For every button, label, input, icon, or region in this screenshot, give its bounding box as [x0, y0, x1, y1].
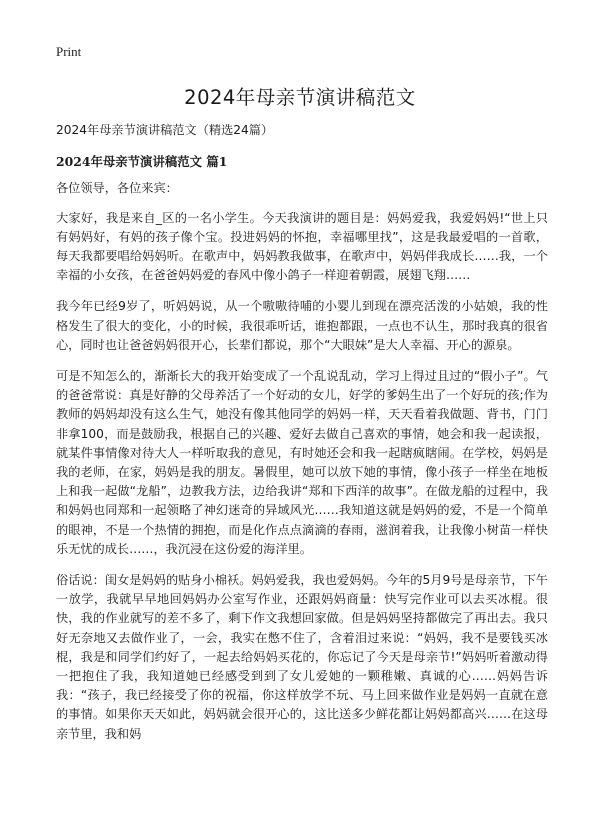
document-subtitle: 2024年母亲节演讲稿范文（精选24篇）: [56, 123, 274, 137]
print-link[interactable]: Print: [56, 44, 82, 59]
greeting: 各位领导，各位来宾：: [56, 181, 178, 196]
paragraph-2: 我今年已经9岁了，听妈妈说，从一个嗷嗷待哺的小婴儿到现在漂亮活泼的小姑娘，我的性格发生了很大的变化，小的时候，我很乖听话，谁抱都跟，一点也不认生，那时我真的很省心，同时也让爸爸妈妈很开心，长辈们都说，那个“大眼妹”是大人幸福、开心的源泉。: [56, 299, 548, 352]
paragraph-4: 俗话说：闺女是妈妈的贴身小棉袄。妈妈爱我，我也爱妈妈。今年的5月9号是母亲节，下午一放学，我就早早地回妈妈办公室写作业，还跟妈妈商量：快写完作业可以去买冰棍。很快，我的作业就写的差不多了，剩下作文我想回家做。但是妈妈坚持都做完了再出去。我只好无奈地又去做作业了，一会，我实在憋不住了，含着泪过来说：“妈妈，我不是要钱买冰棍，我是和同学们约好了，一起去给妈妈买花的，你忘记了今天是母亲节!”妈妈听着激动得一把抱住了我，我知道她已经感受到到了女儿爱她的一颗稚嫩、真诚的心……妈妈告诉我：“孩子，我已经接受了你的祝福，你这样放学不玩、马上回来做作业是妈妈一直就在意的事情。如果你天天如此，妈妈就会很开心的，这比送多少鲜花都让妈妈都高兴……在这母亲节里，我和妈: [56, 573, 548, 741]
paragraph-3: 可是不知怎么的，渐渐长大的我开始变成了一个乱说乱动，学习上得过且过的“假小子”。气的爸爸常说：真是好静的父母养活了一个好动的女儿，好学的爹妈生出了一个好玩的孩;作为教师的妈妈却没有这么生气，她没有像其他同学的妈妈一样，天天看着我做题、背书，门门非拿100，而是鼓励我，根据自己的兴趣、爱好去做自己喜欢的事情，她会和我一起读报，就某件事情像对待大人一样听取我的意见，有时她还会和我一起瞎疯瞎闹。在学校，妈妈是我的老师，在家，妈妈是我的朋友。暑假里，她可以放下她的事情，像小孩子一样坐在地板上和我一起做“龙船”，边教我方法，边给我讲“郑和下西洋的故事”。在做龙船的过程中，我和妈妈也同郑和一起领略了神幻迷奇的异域风光……我知道这就是妈妈的爱，不是一个简单的眼神，不是一个热情的拥抱，而是化作点点滴滴的春雨，滋润着我，让我像小树苗一样快乐无忧的成长……，我沉浸在这份爱的海洋里。: [56, 369, 548, 556]
page-title: 2024年母亲节演讲稿范文: [184, 86, 416, 109]
document-body: [56, 121, 548, 756]
section-heading: 2024年母亲节演讲稿范文 篇1: [56, 154, 228, 170]
paragraph-1: 大家好，我是来自_区的一名小学生。今天我演讲的题目是：妈妈爱我，我爱妈妈!“世上只有妈妈好，有妈的孩子像个宝。投进妈妈的怀抱，幸福哪里找”，这是我最爱唱的一首歌，每天我都要唱给妈妈听。在歌声中，妈妈教我做事，在歌声中，妈妈伴我成长……我，一个幸福的小女孩，在爸爸妈妈爱的春风中像小鸽子一样迎着朝霞，展翅飞翔……: [56, 210, 548, 283]
